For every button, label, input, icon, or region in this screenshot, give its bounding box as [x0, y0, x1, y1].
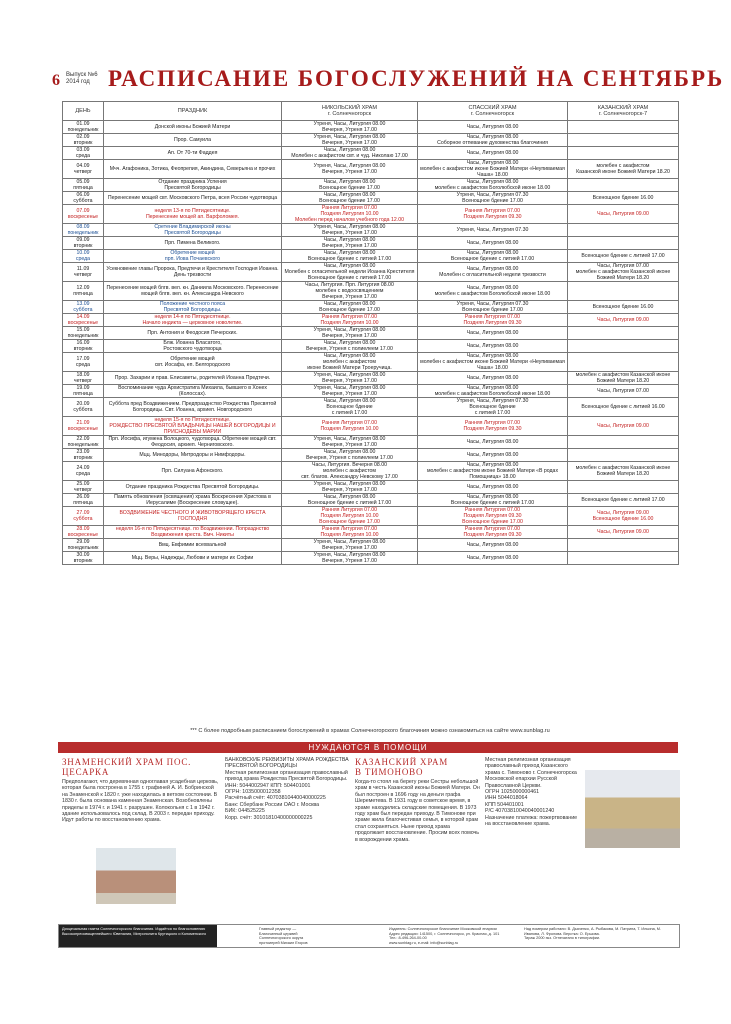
- page-number: 6: [52, 72, 60, 89]
- spassky-cell: Часы, Литургия 08.00: [418, 449, 568, 462]
- header-feast: ПРАЗДНИК: [104, 102, 282, 121]
- feast-cell: ВОЗДВИЖЕНИЕ ЧЕСТНОГО И ЖИВОТВОРЯЩЕГО КРЕСТА ГОСПОДНЯ: [104, 507, 282, 526]
- spassky-cell: Часы, Литургия 08.00: [418, 237, 568, 250]
- kazansky-cell: [568, 121, 679, 134]
- kazansky-cell: [568, 552, 679, 565]
- kazansky-cell: [568, 539, 679, 552]
- nikolsky-cell: Часы, Литургия 08.00 Молебен с огласительной недели Иоанна Крестителя Всенощное бдение с литией 17.00: [282, 263, 418, 282]
- table-row: [63, 552, 679, 565]
- spassky-cell: Часы, Литургия 08.00 Соборное отпевание духовенства благочиния: [418, 134, 568, 147]
- feast-cell: Суббота пред Воздвижением. Предпразднство Рождества Пресвятой Богородицы. Свт. Иоанна, архиеп. Новгородского: [104, 398, 282, 417]
- feast-cell: Мцц. Минодоры, Митродоры и Нимфодоры.: [104, 449, 282, 462]
- table-row: [63, 398, 679, 417]
- kazansky-cell: Всенощное бдение 16.00: [568, 192, 679, 205]
- spassky-cell: Ранняя Литургия 07.00 Поздняя Литургия 09.30 Всенощное бдение 17.00: [418, 507, 568, 526]
- kazansky-cell: Всенощное бдение с литией 17.00: [568, 250, 679, 263]
- day-cell: 27.09 суббота: [63, 507, 104, 526]
- spassky-cell: Утреня, Часы, Литургия 07.30: [418, 224, 568, 237]
- day-cell: 15.09 понедельник: [63, 327, 104, 340]
- spassky-cell: Часы, Литургия 08.00: [418, 372, 568, 385]
- table-row: [63, 494, 679, 507]
- feast-cell: Отдание праздника Успения Пресвятой Богородицы: [104, 179, 282, 192]
- day-cell: 09.09 вторник: [63, 237, 104, 250]
- feast-cell: Память обновления (освящения) храма Воскресения Христова в Иерусалиме (Воскресение словущее).: [104, 494, 282, 507]
- day-cell: 30.09 вторник: [63, 552, 104, 565]
- table-row: [63, 539, 679, 552]
- kazansky-cell: Всенощное бдение с литией 17.00: [568, 494, 679, 507]
- day-cell: 07.09 воскресенье: [63, 205, 104, 224]
- day-cell: 01.09 понедельник: [63, 121, 104, 134]
- nikolsky-cell: Часы, Литургия 08.00 Всенощное бдение 17.00: [282, 179, 418, 192]
- nikolsky-cell: Ранняя Литургия 07.00 Поздняя Литургия 10.00: [282, 526, 418, 539]
- day-cell: 12.09 пятница: [63, 282, 104, 301]
- feast-cell: Сретение Владимирской иконы Пресвятой Богородицы: [104, 224, 282, 237]
- table-row: [63, 301, 679, 314]
- day-cell: 28.09 воскресенье: [63, 526, 104, 539]
- kazansky-cell: [568, 147, 679, 160]
- kazansky-cell: [568, 237, 679, 250]
- nikolsky-cell: Утреня, Часы, Литургия 08.00 Вечерня, Утреня 17.00: [282, 385, 418, 398]
- table-header-row: [63, 102, 679, 121]
- feast-cell: Прор. Захарии и прав. Елисаветы, родителей Иоанна Предтечи.: [104, 372, 282, 385]
- kazansky-cell: Всенощное бдение 16.00: [568, 301, 679, 314]
- feast-cell: Прп. Силуана Афонского.: [104, 462, 282, 481]
- spassky-cell: Часы, Литургия 08.00 молебен с акафистом иконе Божией Матери «Неупиваемая Чаша» 18.00: [418, 353, 568, 372]
- nikolsky-cell: Утреня, Часы, Литургия 08.00 Вечерня, Утреня 17.00: [282, 134, 418, 147]
- feast-cell: Блж. Иоанна Власатого, Ростовского чудотворца: [104, 340, 282, 353]
- table-row: [63, 263, 679, 282]
- spassky-cell: Ранняя Литургия 07.00 Поздняя Литургия 09.30: [418, 526, 568, 539]
- day-cell: 10.09 среда: [63, 250, 104, 263]
- kazansky-cell: Часы, Литургия 09.00 Всенощное бдение 16.00: [568, 507, 679, 526]
- kazansky-cell: [568, 179, 679, 192]
- nikolsky-cell: Часы, Литургия 08.00 Всенощное бдение с литией 17.00: [282, 398, 418, 417]
- help-banner: НУЖДАЮТСЯ В ПОМОЩИ: [58, 742, 678, 753]
- table-row: [63, 205, 679, 224]
- feast-cell: Прп. Пимена Великого.: [104, 237, 282, 250]
- feast-cell: неделя 13-я по Пятидесятнице. Перенесение мощей ап. Варфоломея.: [104, 205, 282, 224]
- spassky-cell: Часы, Литургия 08.00: [418, 539, 568, 552]
- header-day: ДЕНЬ: [63, 102, 104, 121]
- table-row: [63, 224, 679, 237]
- day-cell: 06.09 суббота: [63, 192, 104, 205]
- article-body: Когда-то стоял на берегу реки Сестры небольшой храм в честь Казанской иконы Божией Матери. Он был построен в 1696 году на деньги графа Шереметева. В 1931 году в советское время, в храме находились складские помещения. В 1973 году храм был передан приходу. В Тимонове при храме жила благочестивая семья, в которой храм стал сохраняться. Ныне приход храма продолжает восстановление. Просим всех помочь в возрождении храма.: [355, 779, 480, 843]
- table-row: [63, 282, 679, 301]
- spassky-cell: Утреня, Часы, Литургия 07.30 Всенощное бдение с литией 17.00: [418, 398, 568, 417]
- kazansky-cell: Часы, Литургия 09.00: [568, 526, 679, 539]
- article-title: КАЗАНСКИЙ ХРАМ В ТИМОНОВО: [355, 757, 449, 777]
- footer-publisher: Издатель: Солнечногорское благочиние Московской епархии Адрес редакции: 141500, г. Солнечногорск, ул. Красная, д. 101 Тел.: 8-496-264-00-00 www.sunblag.ru, e-mail: info@sunblag.ru: [389, 927, 500, 945]
- day-cell: 03.09 среда: [63, 147, 104, 160]
- spassky-cell: Часы, Литургия 08.00 молебен с акафистом Боголюбской иконе 18.00: [418, 179, 568, 192]
- article-kazansky: [355, 757, 480, 920]
- day-cell: 25.09 четверг: [63, 481, 104, 494]
- spassky-cell: Часы, Литургия 08.00 молебен с акафистом Боголюбской иконе 18.00: [418, 282, 568, 301]
- table-row: [63, 526, 679, 539]
- feast-cell: Прп. Антония и Феодосия Печерских.: [104, 327, 282, 340]
- nikolsky-cell: Ранняя Литургия 07.00 Поздняя Литургия 10.00 Всенощное бдение 17.00: [282, 507, 418, 526]
- spassky-cell: Часы, Литургия 08.00 молебен с акафистом иконе Божией Матери «В родах Помощница» 18.00: [418, 462, 568, 481]
- kazansky-cell: молебен с акафистом Казанской иконе Божией Матери 18.20: [568, 160, 679, 179]
- article-title: ЗНАМЕНСКИЙ ХРАМ ПОС. ЦЕСАРКА: [62, 757, 192, 777]
- header-kazansky: КАЗАНСКИЙ ХРАМ г. Солнечногорск-7: [568, 102, 679, 121]
- nikolsky-cell: Часы, Литургия 08.00 Всенощное бдение 17.00: [282, 301, 418, 314]
- nikolsky-cell: Утреня, Часы, Литургия 08.00 Вечерня, Утреня 17.00: [282, 121, 418, 134]
- footer-black-block: [59, 925, 217, 947]
- kazansky-cell: [568, 282, 679, 301]
- nikolsky-cell: Часы, Литургия. Вечерня 08.00 молебен с акафистом свт. благов. Александру Невскому 17.00: [282, 462, 418, 481]
- feast-cell: Перенесение мощей свт. Московского Петра, всея России чудотворца: [104, 192, 282, 205]
- nikolsky-cell: Ранняя Литургия 07.00 Поздняя Литургия 10.00: [282, 417, 418, 436]
- day-cell: 02.09 вторник: [63, 134, 104, 147]
- spassky-cell: Часы, Литургия 08.00 Молебен с огласительной недели трезвости: [418, 263, 568, 282]
- feast-cell: Мчч. Агафоника, Зотика, Феопрепия, Акиндина, Северьяна и прочих: [104, 160, 282, 179]
- nikolsky-cell: Утреня, Часы, Литургия 08.00 Вечерня, Утреня 17.00: [282, 327, 418, 340]
- kazansky-cell: молебен с акафистом Казанской иконе Божией Матери 18.20: [568, 372, 679, 385]
- table-row: [63, 385, 679, 398]
- feast-cell: Прп. Иосифа, игумена Волоцкого, чудотворца. Обретение мощей свт. Феодосия, архиеп. Черниговского.: [104, 436, 282, 449]
- feast-cell: Усекновение главы Пророка, Предтечи и Крестителя Господня Иоанна. День трезвости: [104, 263, 282, 282]
- table-row: [63, 449, 679, 462]
- nikolsky-cell: Часы, Литургия 08.00 Всенощное бдение с литией 17.00: [282, 494, 418, 507]
- feast-cell: Положение честного пояса Пресвятой Богородицы.: [104, 301, 282, 314]
- feast-cell: Воспоминание чуда Архистратига Михаила, бывшего в Хонех (Колоссах).: [104, 385, 282, 398]
- kazansky-cell: Часы, Литургия 09.00: [568, 314, 679, 327]
- schedule-table: [62, 101, 679, 565]
- kazansky-cell: [568, 353, 679, 372]
- day-cell: 29.09 понедельник: [63, 539, 104, 552]
- table-row: [63, 340, 679, 353]
- table-row: [63, 507, 679, 526]
- nikolsky-cell: Часы, Литургия. Прп. Литургия 08.00 молебен с водоосвящением Вечерня, Утреня 17.00: [282, 282, 418, 301]
- nikolsky-cell: Часы, Литургия 08.00 Всенощное бдение 17.00: [282, 192, 418, 205]
- schedule-body: [63, 121, 679, 565]
- table-row: [63, 353, 679, 372]
- kazansky-cell: молебен с акафистом Казанской иконе Божией Матери 18.20: [568, 462, 679, 481]
- day-cell: 14.09 воскресенье: [63, 314, 104, 327]
- table-row: [63, 147, 679, 160]
- day-cell: 22.09 понедельник: [63, 436, 104, 449]
- header-nikolsky: НИКОЛЬСКИЙ ХРАМ г. Солнечногорск: [282, 102, 418, 121]
- page-title: РАСПИСАНИЕ БОГОСЛУЖЕНИЙ НА СЕНТЯБРЬ: [108, 66, 725, 91]
- table-row: [63, 327, 679, 340]
- nikolsky-cell: Часы, Литургия 08.00 Вечерня, Утреня с полиелеем 17.00: [282, 449, 418, 462]
- table-row: [63, 436, 679, 449]
- kazansky-cell: Часы, Литургия 07.00 молебен с акафистом Казанской иконе Божией Матери 18.20: [568, 263, 679, 282]
- day-cell: 17.09 среда: [63, 353, 104, 372]
- day-cell: 08.09 понедельник: [63, 224, 104, 237]
- table-row: [63, 417, 679, 436]
- feast-cell: Вмц. Евфимии всехвальной: [104, 539, 282, 552]
- nikolsky-cell: Часы, Литургия 08.00 Вечерня, Утреня с полиелеем 17.00: [282, 340, 418, 353]
- spassky-cell: Ранняя Литургия 07.00 Поздняя Литургия 09.30: [418, 205, 568, 224]
- nikolsky-cell: Утреня, Часы, Литургия 08.00 Вечерня, Утреня 17.00: [282, 224, 418, 237]
- day-cell: 05.09 пятница: [63, 179, 104, 192]
- nikolsky-cell: Утреня, Часы, Литургия 08.00 Вечерня, Утреня 17.00: [282, 481, 418, 494]
- bank-details-2: Местная религиозная организация православный приход Казанского храма с. Тимоново г. Солнечногорска Московской епархии Русской Православной Церкви. ОГРН 1025000000461 ИНН 5044018064 КПП 504401001 Р/С 40703810040040001240 Назначение платежа: пожертвование на восстановление храма.: [485, 757, 578, 828]
- feast-cell: Ап. От 70-ти Фаддея: [104, 147, 282, 160]
- footer-editor: Главный редактор — Благочинный церквей Солнечногорского округа протоиерей Михаил Егоров: [259, 927, 308, 945]
- feast-cell: неделя 16-я по Пятидесятнице. по Воздвижении. Попразднство Воздвижения креста. Вмч. Никиты: [104, 526, 282, 539]
- spassky-cell: Часы, Литургия 08.00: [418, 147, 568, 160]
- table-row: [63, 179, 679, 192]
- feast-cell: Донской иконы Божией Матери: [104, 121, 282, 134]
- church-photo-kazansky: [585, 770, 680, 848]
- bank-details-1: БАНКОВСКИЕ РЕКВИЗИТЫ ХРАМА РОЖДЕСТВА ПРЕСВЯТОЙ БОГОРОДИЦЫ Местная религиозная организация православный приход храма Рождества Пресвятой Богородицы. ИНН: 5044002947 КПП: 504401001 ОГРН: 1035000012358 Расчётный счёт: 40703810440040000225 Банк: Сбербанк России ОАО г. Москва БИК: 044525225 Корр. счёт: 30101810400000000225: [225, 757, 349, 821]
- day-cell: 04.09 четверг: [63, 160, 104, 179]
- kazansky-cell: [568, 449, 679, 462]
- nikolsky-cell: Утреня, Часы, Литургия 08.00 Вечерня, Утреня 17.00: [282, 539, 418, 552]
- kazansky-cell: [568, 481, 679, 494]
- table-row: [63, 372, 679, 385]
- spassky-cell: Часы, Литургия 08.00 молебен с акафистом Боголюбской иконе 18.00: [418, 385, 568, 398]
- day-cell: 21.09 воскресенье: [63, 417, 104, 436]
- footer-credits: Над номером работали: В. Дьяченко, А. Рыбакова, М. Патрина, Т. Ильина, М. Иванова, Л. Фролова. Верстка: О. Ершова. Тираж 2000 экз. Отпечатано в типографии.: [524, 927, 662, 941]
- table-row: [63, 314, 679, 327]
- table-row: [63, 250, 679, 263]
- spassky-cell: Утреня, Часы, Литургия 07.30 Всенощное бдение 17.00: [418, 301, 568, 314]
- article-body: Предполагают, что деревянная одноглавая усадебная церковь, которая была построена в 1755 г. графиней А. И. Бобринской на Знаменской к 1820 г. уже находилась в ветхом состоянии. В 1830 г. была основана каменная Знаменская. Возобновлены приделы в 1974 г. и 1941 г. разрушен. Колокольня с 1 в 1942 г. здание использовалось под склад. В 2003 г. передан приходу. Идут работы по восстановлению храма.: [62, 779, 219, 824]
- feast-cell: Обретение мощей прп. Иова Почаевского: [104, 250, 282, 263]
- day-cell: 18.09 четверг: [63, 372, 104, 385]
- spassky-cell: Утреня, Часы, Литургия 07.30 Всенощное бдение 17.00: [418, 192, 568, 205]
- spassky-cell: Часы, Литургия 08.00 Всенощное бдение с литией 17.00: [418, 494, 568, 507]
- issue-info: Выпуск №6 2014 год: [66, 72, 98, 85]
- table-row: [63, 481, 679, 494]
- table-row: [63, 462, 679, 481]
- feast-cell: Прор. Самуила: [104, 134, 282, 147]
- day-cell: 23.09 вторник: [63, 449, 104, 462]
- footer: [58, 924, 680, 948]
- spassky-cell: Часы, Литургия 08.00: [418, 327, 568, 340]
- day-cell: 16.09 вторник: [63, 340, 104, 353]
- table-row: [63, 237, 679, 250]
- day-cell: 26.09 пятница: [63, 494, 104, 507]
- nikolsky-cell: Утреня, Часы, Литургия 08.00 Вечерня, Утреня 17.00: [282, 552, 418, 565]
- feast-cell: Перенесение мощей блгв. вел. кн. Даниила Московского. Перенесение мощей блгв. вел. кн. Александра Невского: [104, 282, 282, 301]
- nikolsky-cell: Часы, Литургия 08.00 молебен с акафистом иконе Божией Матери Троеручица.: [282, 353, 418, 372]
- table-row: [63, 121, 679, 134]
- nikolsky-cell: Утреня, Часы, Литургия 08.00 Вечерня, Утреня 17.00: [282, 436, 418, 449]
- kazansky-cell: [568, 134, 679, 147]
- feast-cell: Обретение мощей свт. Иосафа, еп. Белгородского: [104, 353, 282, 372]
- table-row: [63, 134, 679, 147]
- spassky-cell: Ранняя Литургия 07.00 Поздняя Литургия 09.30: [418, 314, 568, 327]
- spassky-cell: Часы, Литургия 08.00: [418, 552, 568, 565]
- nikolsky-cell: Часы, Литургия 08.00 Молебен с акафистом свт. и чуд. Николаю 17.00: [282, 147, 418, 160]
- kazansky-cell: [568, 327, 679, 340]
- nikolsky-cell: Ранняя Литургия 07.00 Поздняя Литургия 10.00: [282, 314, 418, 327]
- feast-cell: неделя 15-я по Пятидесятнице. РОЖДЕСТВО ПРЕСВЯТОЙ ВЛАДЫЧИЦЫ НАШЕЙ БОГОРОДИЦЫ И ПРИСНОДЕВЫ МАРИИ: [104, 417, 282, 436]
- day-cell: 24.09 среда: [63, 462, 104, 481]
- table-row: [63, 192, 679, 205]
- kazansky-cell: Часы, Литургия 09.00: [568, 205, 679, 224]
- feast-cell: Отдание праздника Рождества Пресвятой Богородицы.: [104, 481, 282, 494]
- feast-cell: неделя 14-я по Пятидесятнице. Начало индикта — церковное новолетие.: [104, 314, 282, 327]
- kazansky-cell: Часы, Литургия 09.00: [568, 417, 679, 436]
- kazansky-cell: [568, 436, 679, 449]
- church-photo-znamensky: [96, 848, 176, 904]
- footnote: *** С более подробным расписанием богослужений в храмах Солнечногорского благочиния можно ознакомиться на сайте www.sunblag.ru: [190, 728, 550, 734]
- nikolsky-cell: Ранняя Литургия 07.00 Поздняя Литургия 10.00 Молебен перед началом учебного года 12.00: [282, 205, 418, 224]
- kazansky-cell: Всенощное бдение с литией 16.00: [568, 398, 679, 417]
- spassky-cell: Часы, Литургия 08.00: [418, 340, 568, 353]
- day-cell: 13.09 суббота: [63, 301, 104, 314]
- kazansky-cell: [568, 224, 679, 237]
- spassky-cell: Часы, Литургия 08.00: [418, 436, 568, 449]
- nikolsky-cell: Часы, Литургия 08.00 Вечерня, Утреня 17.00: [282, 237, 418, 250]
- spassky-cell: Часы, Литургия 08.00: [418, 481, 568, 494]
- footer-masthead: Диоцезальная газета Солнечногорского благочиния. Издаётся по благословению Высокопреосвященнейшего Ювеналия, Митрополита Крутицкого и Коломенского: [62, 927, 207, 936]
- spassky-cell: Часы, Литургия 08.00 молебен с акафистом иконе Божией Матери «Неупиваемая Чаша» 18.00: [418, 160, 568, 179]
- nikolsky-cell: Утреня, Часы, Литургия 08.00 Вечерня, Утреня 17.00: [282, 160, 418, 179]
- kazansky-cell: [568, 340, 679, 353]
- header-spassky: СПАССКИЙ ХРАМ г. Солнечногорск: [418, 102, 568, 121]
- spassky-cell: Часы, Литургия 08.00 Всенощное бдение с литией 17.00: [418, 250, 568, 263]
- nikolsky-cell: Утреня, Часы, Литургия 08.00 Вечерня, Утреня 17.00: [282, 372, 418, 385]
- feast-cell: Мцц. Веры, Надежды, Любови и матери их Софии: [104, 552, 282, 565]
- kazansky-cell: Часы, Литургия 07.00: [568, 385, 679, 398]
- spassky-cell: Ранняя Литургия 07.00 Поздняя Литургия 09.30: [418, 417, 568, 436]
- day-cell: 20.09 суббота: [63, 398, 104, 417]
- day-cell: 11.09 четверг: [63, 263, 104, 282]
- nikolsky-cell: Часы, Литургия 08.00 Всенощное бдение с литией 17.00: [282, 250, 418, 263]
- table-row: [63, 160, 679, 179]
- day-cell: 19.09 пятница: [63, 385, 104, 398]
- spassky-cell: Часы, Литургия 08.00: [418, 121, 568, 134]
